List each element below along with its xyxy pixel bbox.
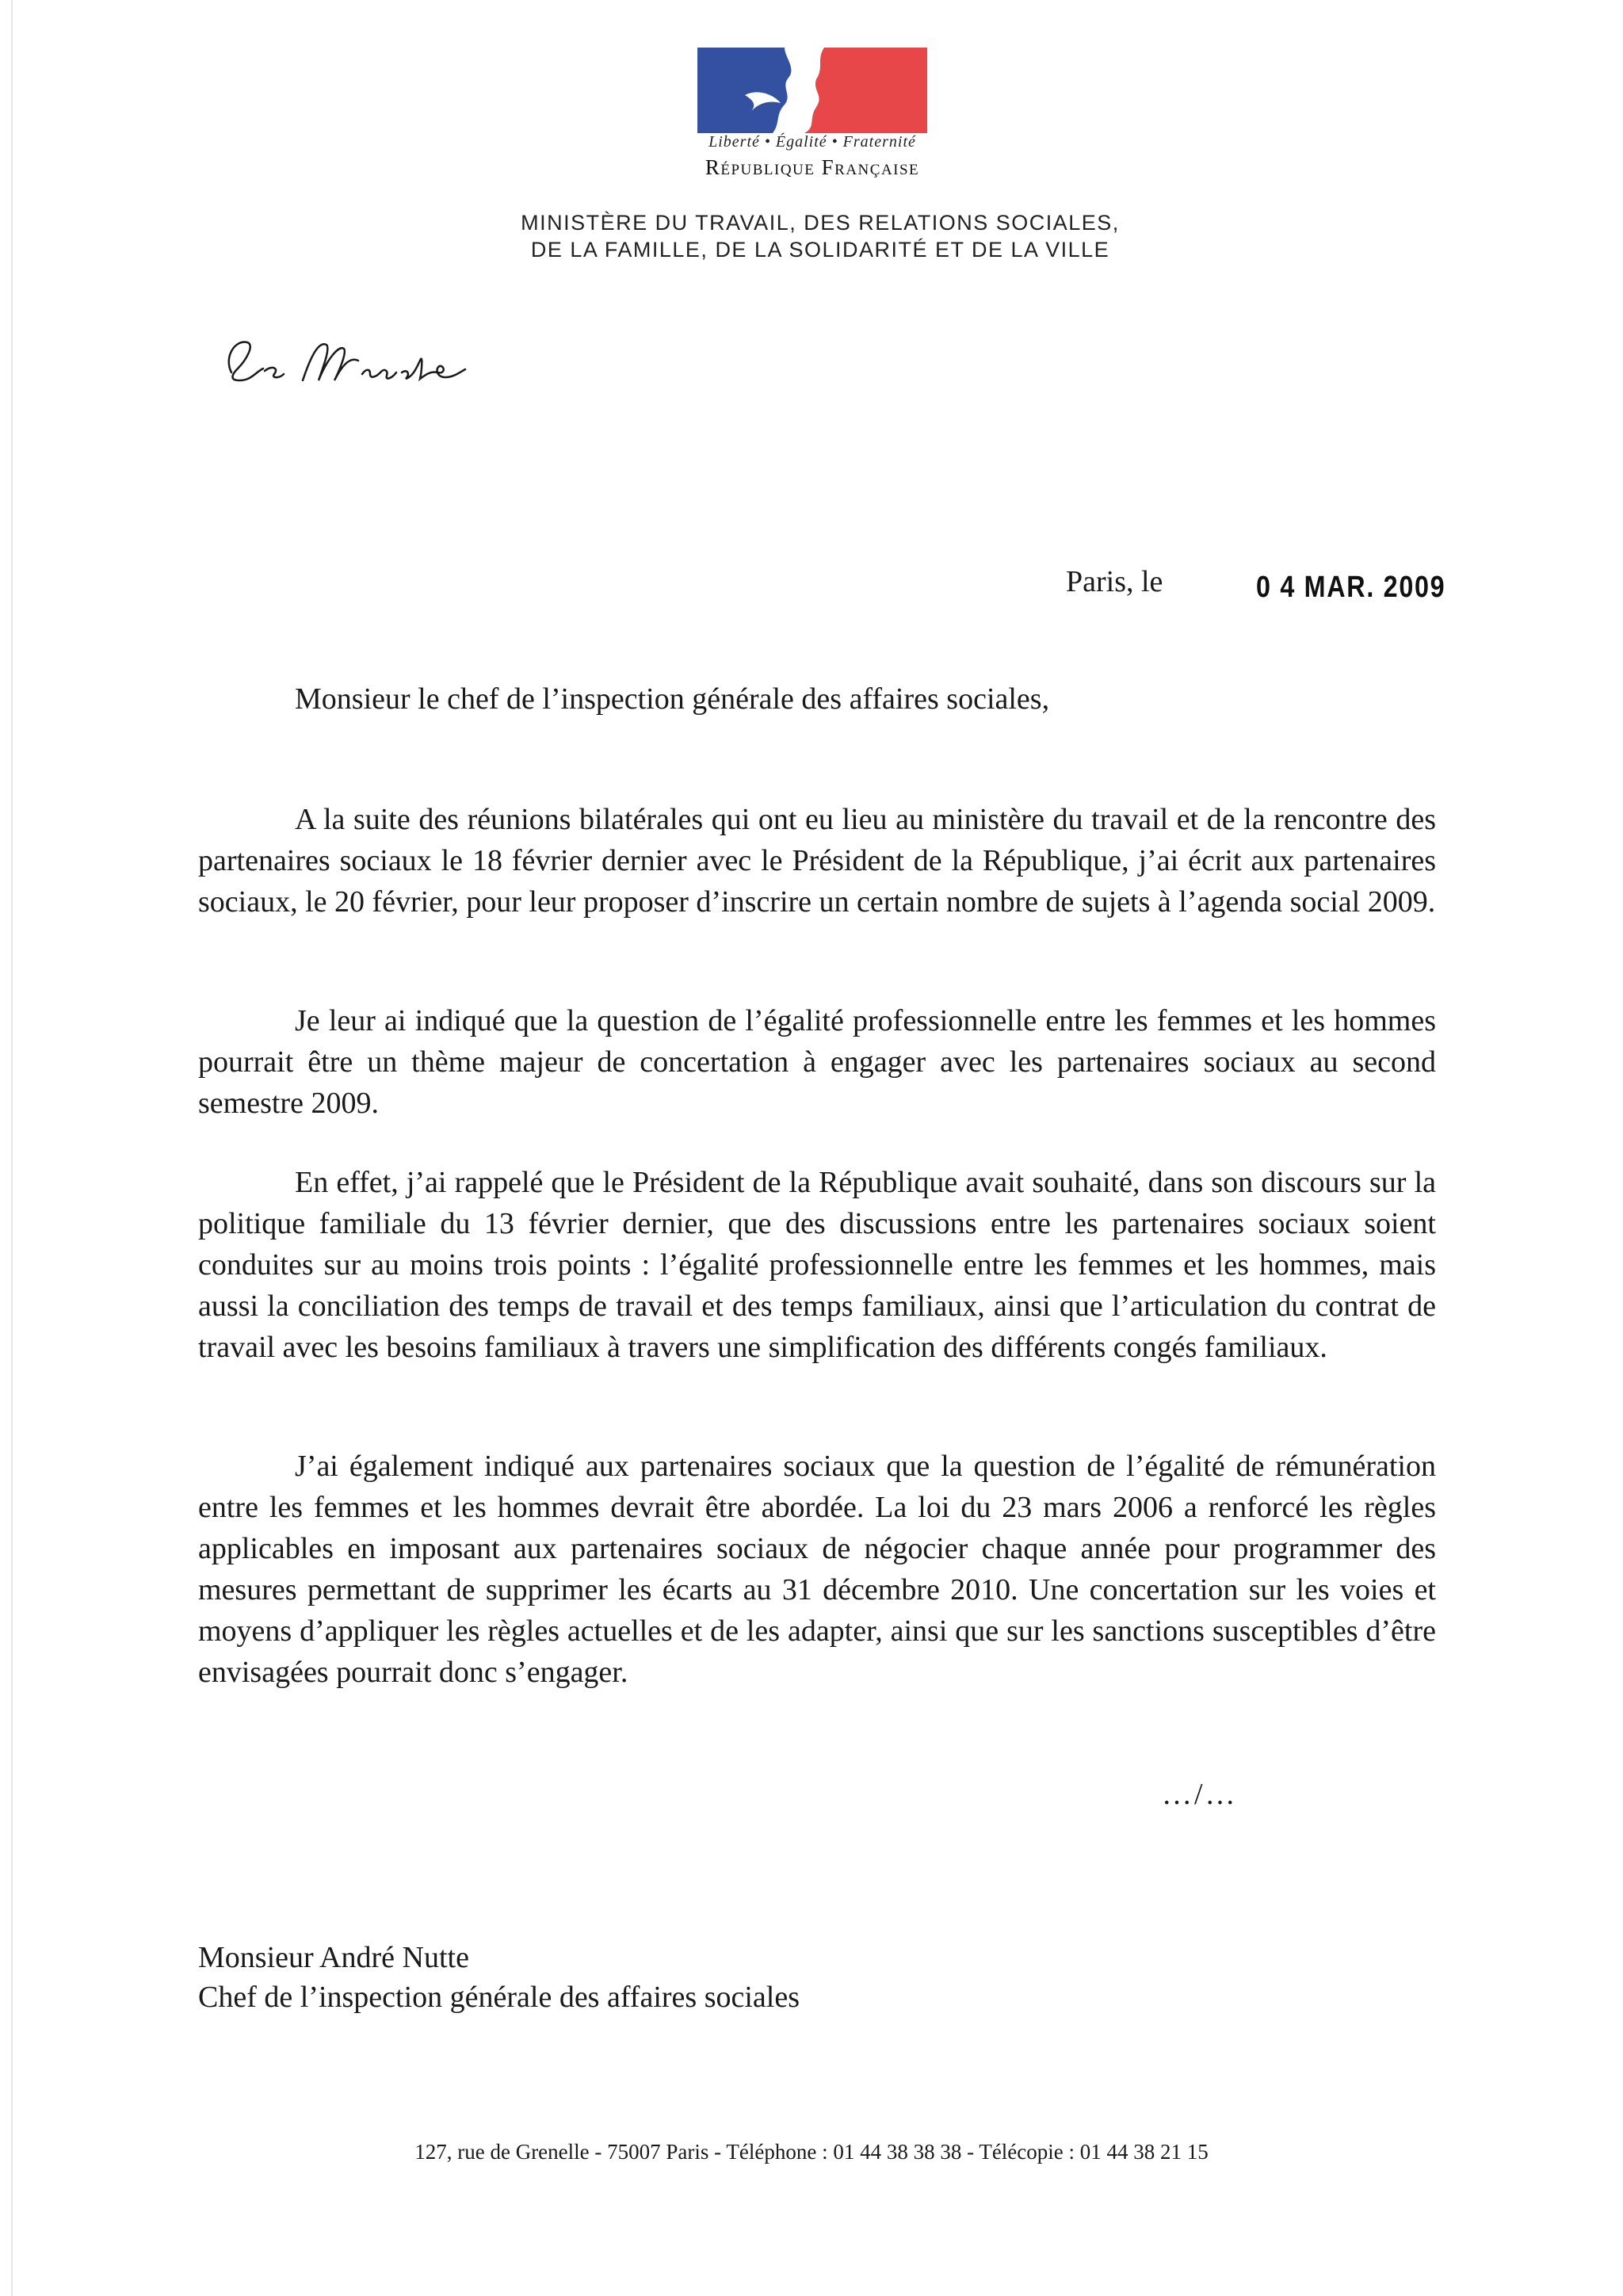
body-paragraph-3: En effet, j’ai rappelé que le Président de la République avait souhaité, dans son discours sur la politique familiale du 13 février dernier, que des discussions entre les partenaires sociaux soient conduites sur au moins trois points : l’égalité professionnelle entre les femmes et les hommes, mais aussi la conciliation des temps de travail et des temps familiaux, ainsi que l’articulation du contrat de travail avec les besoins familiaux à travers une simplification des différents congés familiaux. xyxy=(198,1166,1436,1364)
marianne-logo-icon xyxy=(697,48,927,133)
ministry-name-line1: MINISTÈRE DU TRAVAIL, DES RELATIONS SOCIALES, xyxy=(521,211,1120,235)
body-paragraph-1: A la suite des réunions bilatérales qui ont eu lieu au ministère du travail et de la rencontre des partenaires sociaux le 18 février dernier avec le Président de la République, j’ai écrit aux partenaires sociaux, le 20 février, pour leur proposer d’inscrire un certain nombre de sujets à l’agenda social 2009. xyxy=(198,803,1436,919)
footer-address: 127, rue de Grenelle - 75007 Paris - Téléphone : 01 44 38 38 38 - Télécopie : 01 44 38 21 15 xyxy=(414,2140,1209,2164)
continuation-mark: …/… xyxy=(1162,1778,1238,1811)
body-paragraph-4: J’ai également indiqué aux partenaires sociaux que la question de l’égalité de rémunération entre les femmes et les hommes devrait être abordée. La loi du 23 mars 2006 a renforcé les règles applicables en imposant aux partenaires sociaux de négocier chaque année pour programmer des mesures permettant de supprimer les écarts au 31 décembre 2010. Une concertation sur les voies et moyens d’appliquer les règles actuelles et de les adapter, ainsi que sur les sanctions susceptibles d’être envisagées pourrait donc s’engager. xyxy=(198,1450,1436,1689)
date-stamp: 0 4 MAR. 2009 xyxy=(1256,571,1446,604)
recipient-name: Monsieur André Nutte xyxy=(198,1941,469,1974)
date-place: Paris, le xyxy=(1066,565,1163,598)
recipient-role: Chef de l’inspection générale des affaires sociales xyxy=(198,1981,800,2014)
signature-title-handwritten xyxy=(208,325,477,396)
body-paragraph-2: Je leur ai indiqué que la question de l’égalité professionnelle entre les femmes et les hommes pourrait être un thème majeur de concertation à engager avec les partenaires sociaux au second semestre 2009. xyxy=(198,1004,1436,1120)
ministry-name-line2: DE LA FAMILLE, DE LA SOLIDARITÉ ET DE LA VILLE xyxy=(530,238,1110,262)
republic-name: République Française xyxy=(705,155,920,179)
page-edge xyxy=(11,0,13,2296)
salutation: Monsieur le chef de l’inspection générale des affaires sociales, xyxy=(295,682,1050,716)
motto: Liberté • Égalité • Fraternité xyxy=(708,133,916,151)
